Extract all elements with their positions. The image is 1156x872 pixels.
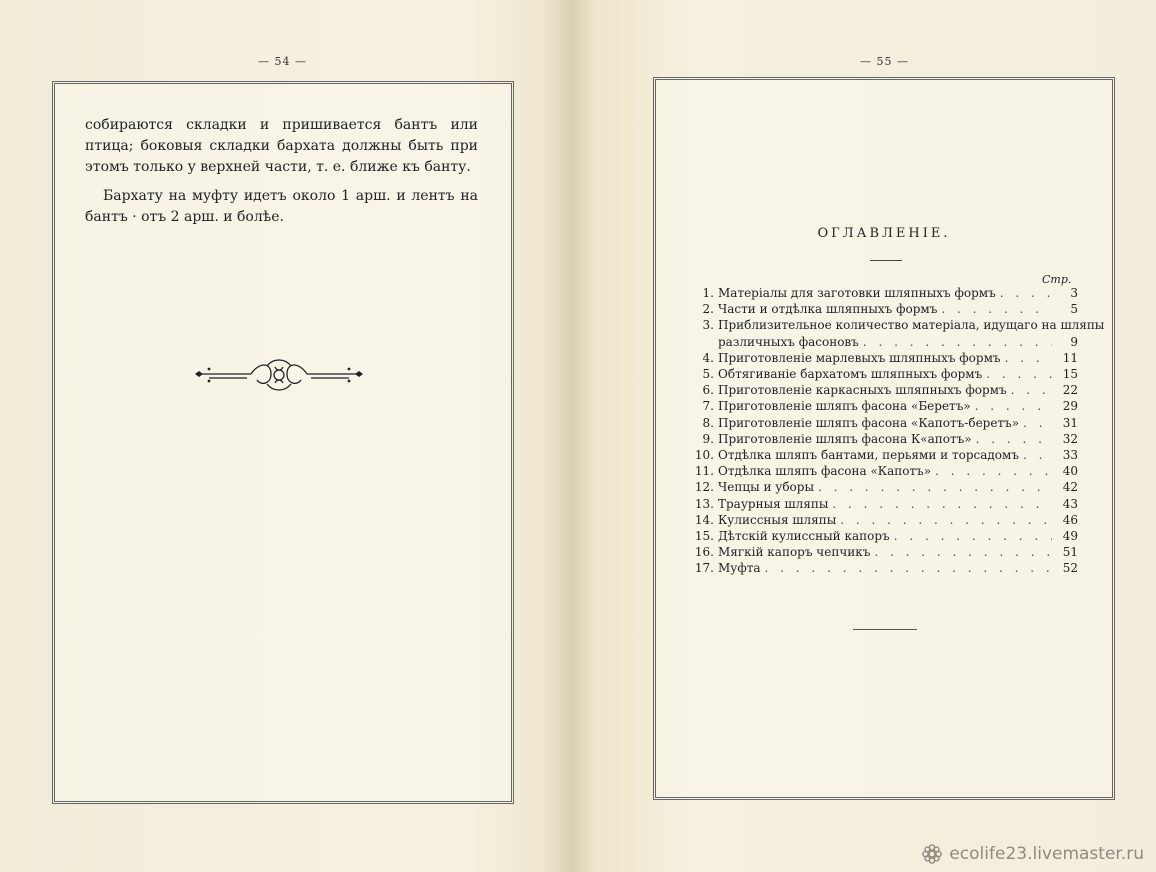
toc-entry-title: Матеріалы для заготовки шляпныхъ формъ [718, 286, 996, 300]
toc-title: ОГЛАВЛЕНІЕ. [817, 226, 951, 241]
left-page-number: — 54 — [258, 55, 307, 68]
toc-entry [680, 398, 1078, 414]
toc-entry-number: 4. [702, 350, 714, 365]
toc-entry [680, 479, 1078, 495]
leader-dots [986, 366, 1052, 382]
toc-entry-page: 9 [1070, 334, 1078, 349]
toc-entry-page: 42 [1062, 480, 1078, 495]
toc-entry-number: 1. [702, 286, 714, 300]
toc-entry-title: Приблизительное количество матеріала, идущаго на шляпы [718, 318, 1105, 333]
watermark [921, 843, 1144, 865]
right-page-number: — 55 — [860, 55, 909, 68]
toc-entry [680, 431, 1078, 447]
toc-entry-number: 15. [694, 529, 714, 544]
toc-entry [680, 544, 1078, 560]
page-column-label: Стр. [1042, 273, 1072, 286]
toc-entry-number: 9. [702, 431, 714, 446]
leader-dots [765, 560, 1052, 576]
leader-dots [1005, 350, 1052, 366]
watermark-text: ecolife23.livemaster.ru [949, 844, 1144, 864]
leader-dots [935, 463, 1052, 479]
toc-entry-number: 10. [694, 448, 714, 463]
toc-entry-title: Приготовленіе каркасныхъ шляпныхъ формъ [718, 383, 1007, 398]
toc-entry-number: 7. [702, 399, 714, 414]
toc-entry [680, 447, 1078, 463]
toc-entry [680, 528, 1078, 544]
toc-entry-title: Мягкій капоръ чепчикъ [718, 545, 871, 560]
toc-entry-title: Отдѣлка шляпъ бантами, перьями и торсадомъ [718, 448, 1019, 463]
leader-dots [818, 479, 1052, 495]
toc-entry-title: Чепцы и уборы [718, 480, 815, 495]
toc-entry-page: 49 [1062, 529, 1078, 544]
toc-entry-title: Дѣтскій кулиссный капоръ [718, 529, 890, 544]
toc-entry-number: 12. [694, 480, 714, 495]
toc-entry-page: 46 [1062, 512, 1078, 527]
toc-entry-title: Приготовленіе шляпъ фасона «Капотъ-беретъ» [718, 415, 1020, 430]
toc-entry [680, 317, 1105, 333]
leader-dots [832, 496, 1052, 512]
toc-entry [680, 350, 1078, 366]
leader-dots [840, 512, 1052, 528]
leader-dots [941, 301, 1052, 317]
toc-entry [680, 301, 1078, 317]
toc-entry-number: 14. [694, 512, 714, 527]
toc-entry-number: 13. [694, 496, 714, 511]
toc-entry [680, 285, 1078, 301]
toc-entry-page: 11 [1062, 350, 1078, 365]
toc-entry-title-continued: различныхъ фасоновъ [718, 334, 859, 349]
leader-dots [1000, 285, 1052, 301]
leader-dots [894, 528, 1052, 544]
leader-dots [976, 431, 1052, 447]
toc-entry-title: Муфта [718, 561, 761, 576]
toc-entry-title: Приготовленіе шляпъ фасона «Беретъ» [718, 399, 971, 414]
toc-entry-page: 52 [1062, 561, 1078, 576]
toc-entry [680, 415, 1078, 431]
toc-entry-page: 3 [1070, 286, 1078, 300]
leader-dots [874, 544, 1052, 560]
toc-entry-number: 11. [694, 464, 714, 479]
toc-entry-number: 8. [702, 415, 714, 430]
toc-entry-page: 31 [1062, 415, 1078, 430]
toc-entry-page: 22 [1062, 383, 1078, 398]
left-page-frame [52, 81, 514, 804]
toc-entry [680, 382, 1078, 398]
toc-entry-title: Кулиссныя шляпы [718, 512, 837, 527]
toc-entry-title: Обтягиваніе бархатомъ шляпныхъ формъ [718, 367, 983, 382]
title-rule [870, 260, 902, 261]
right-page-frame [653, 77, 1115, 800]
toc-entry-page: 43 [1062, 496, 1078, 511]
toc-entry-number: 5. [702, 367, 714, 382]
toc-entry-page: 5 [1070, 302, 1078, 317]
toc-entry-number: 6. [702, 383, 714, 398]
toc-entry-page: 33 [1062, 448, 1078, 463]
toc-entry-number: 16. [694, 545, 714, 560]
toc-entry-page: 40 [1062, 464, 1078, 479]
toc-entry-number: 3. [702, 318, 714, 333]
flower-logo-icon [921, 843, 943, 865]
leader-dots [1023, 415, 1052, 431]
toc-entry [680, 512, 1078, 528]
toc-entry-continuation [680, 334, 1078, 350]
toc-entry-page: 15 [1062, 367, 1078, 382]
leader-dots [1011, 382, 1052, 398]
toc-entry-title: Траурныя шляпы [718, 496, 829, 511]
left-paragraph-2: Бархату на муфту идетъ около 1 арш. и лентъ на бантъ · отъ 2 арш. и болѣе. [85, 188, 478, 225]
toc-entry [680, 560, 1078, 576]
toc-entry-page: 32 [1062, 431, 1078, 446]
toc-entry-title: Отдѣлка шляпъ фасона «Капотъ» [718, 464, 932, 479]
toc-entry-title: Приготовленіе шляпъ фасона К«апотъ» [718, 431, 972, 446]
toc-entry-title: Приготовленіе марлевыхъ шляпныхъ формъ [718, 350, 1001, 365]
table-of-contents [680, 285, 1105, 577]
toc-entry-page: 51 [1062, 545, 1078, 560]
leader-dots [863, 334, 1052, 350]
ornament-icon [189, 354, 369, 394]
toc-entry-number: 2. [702, 302, 714, 317]
leader-dots [1023, 447, 1052, 463]
toc-entry-title: Части и отдѣлка шляпныхъ формъ [718, 302, 938, 317]
leader-dots [975, 398, 1052, 414]
toc-entry-page: 29 [1062, 399, 1078, 414]
toc-entry [680, 496, 1078, 512]
end-rule [853, 629, 917, 630]
toc-entry [680, 366, 1078, 382]
toc-entry [680, 463, 1078, 479]
left-paragraph-1: собираются складки и пришивается бантъ или птица; боковыя складки бархата должны быть при этомъ только у верхней части, т. е. ближе къ банту. [85, 117, 478, 175]
toc-entry-number: 17. [694, 561, 714, 576]
